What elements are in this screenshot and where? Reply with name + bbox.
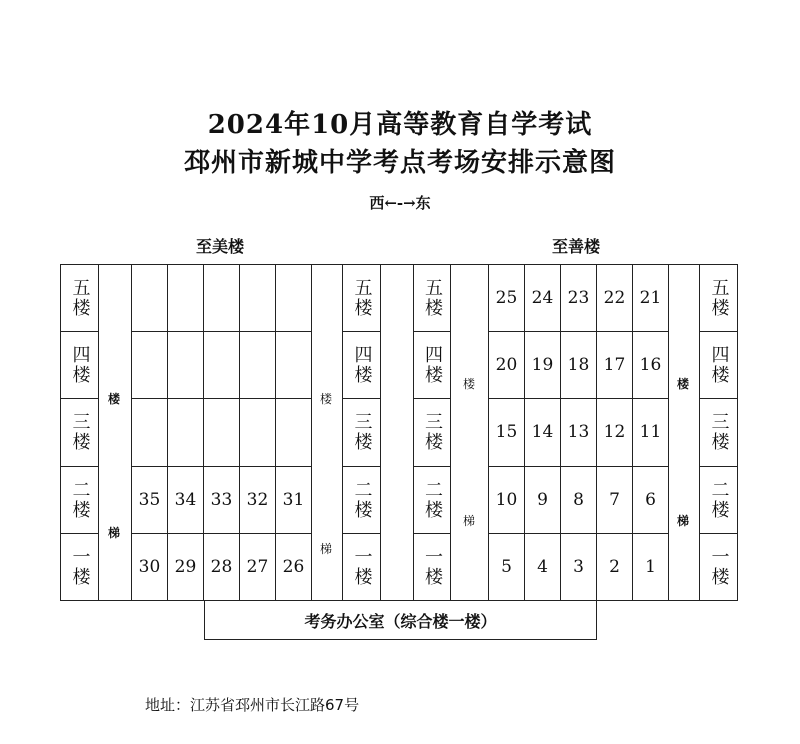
address: 地址：江苏省邳州市长江路67号	[145, 696, 360, 714]
exam-room: 11	[632, 398, 669, 466]
east-left-floor-label: 一楼	[413, 533, 451, 601]
stair-char: 梯	[677, 514, 690, 528]
west-left-floor-label: 五楼	[60, 264, 99, 332]
east-building-name: 至善楼	[552, 237, 601, 256]
east-right-floor-label: 二楼	[699, 466, 738, 534]
exam-room	[203, 398, 240, 466]
exam-room	[203, 331, 240, 399]
stair-char: 梯	[463, 514, 476, 528]
exam-room	[275, 331, 312, 399]
exam-office: 考务办公室（综合楼一楼）	[204, 600, 597, 640]
exam-room: 33	[203, 466, 240, 534]
exam-room: 25	[488, 264, 525, 332]
exam-room	[131, 331, 168, 399]
exam-room	[131, 264, 168, 332]
stair-char: 楼	[677, 377, 690, 391]
east-right-floor-label: 五楼	[699, 264, 738, 332]
exam-room: 16	[632, 331, 669, 399]
exam-room	[131, 398, 168, 466]
west-right-floor-label: 一楼	[342, 533, 381, 601]
east-stair-left	[450, 264, 489, 601]
exam-room: 3	[560, 533, 597, 601]
exam-room	[167, 398, 204, 466]
exam-room: 31	[275, 466, 312, 534]
exam-room	[275, 264, 312, 332]
exam-room	[239, 331, 276, 399]
exam-room: 24	[524, 264, 561, 332]
stair-char: 楼	[108, 392, 121, 406]
east-stair-right	[668, 264, 700, 601]
exam-room	[239, 264, 276, 332]
exam-room: 20	[488, 331, 525, 399]
exam-room: 8	[560, 466, 597, 534]
exam-room	[203, 264, 240, 332]
west-building-name: 至美楼	[196, 237, 245, 256]
exam-room: 17	[596, 331, 633, 399]
east-right-floor-label: 四楼	[699, 331, 738, 399]
west-right-floor-label: 二楼	[342, 466, 381, 534]
west-right-floor-label: 五楼	[342, 264, 381, 332]
stair-char: 楼	[463, 377, 476, 391]
exam-room: 29	[167, 533, 204, 601]
exam-room: 21	[632, 264, 669, 332]
exam-room: 14	[524, 398, 561, 466]
direction-indicator: 西←-→东	[369, 194, 431, 212]
exam-room: 32	[239, 466, 276, 534]
exam-room: 10	[488, 466, 525, 534]
title-line-1: 2024年10月高等教育自学考试	[207, 110, 593, 140]
exam-room: 4	[524, 533, 561, 601]
exam-room: 13	[560, 398, 597, 466]
building-gap	[380, 264, 414, 601]
title-line-2: 邳州市新城中学考点考场安排示意图	[183, 148, 616, 178]
stair-char: 梯	[108, 526, 121, 540]
exam-room: 9	[524, 466, 561, 534]
exam-room: 12	[596, 398, 633, 466]
exam-room: 34	[167, 466, 204, 534]
exam-room	[167, 264, 204, 332]
exam-room: 5	[488, 533, 525, 601]
exam-room: 26	[275, 533, 312, 601]
exam-room: 18	[560, 331, 597, 399]
exam-room: 27	[239, 533, 276, 601]
west-right-floor-label: 四楼	[342, 331, 381, 399]
exam-room: 7	[596, 466, 633, 534]
west-left-floor-label: 一楼	[60, 533, 99, 601]
exam-room: 15	[488, 398, 525, 466]
exam-room	[167, 331, 204, 399]
west-right-floor-label: 三楼	[342, 398, 381, 466]
west-left-floor-label: 四楼	[60, 331, 99, 399]
east-left-floor-label: 四楼	[413, 331, 451, 399]
exam-room: 35	[131, 466, 168, 534]
east-left-floor-label: 五楼	[413, 264, 451, 332]
stair-char: 楼	[320, 392, 333, 406]
exam-room: 23	[560, 264, 597, 332]
exam-room: 1	[632, 533, 669, 601]
stair-char: 梯	[320, 542, 333, 556]
exam-room: 2	[596, 533, 633, 601]
exam-room	[239, 398, 276, 466]
exam-room: 28	[203, 533, 240, 601]
east-right-floor-label: 三楼	[699, 398, 738, 466]
west-left-floor-label: 二楼	[60, 466, 99, 534]
exam-room: 19	[524, 331, 561, 399]
west-stair-left	[98, 264, 132, 601]
east-left-floor-label: 三楼	[413, 398, 451, 466]
exam-room	[275, 398, 312, 466]
east-left-floor-label: 二楼	[413, 466, 451, 534]
exam-room: 22	[596, 264, 633, 332]
east-right-floor-label: 一楼	[699, 533, 738, 601]
west-left-floor-label: 三楼	[60, 398, 99, 466]
exam-room: 6	[632, 466, 669, 534]
exam-room: 30	[131, 533, 168, 601]
